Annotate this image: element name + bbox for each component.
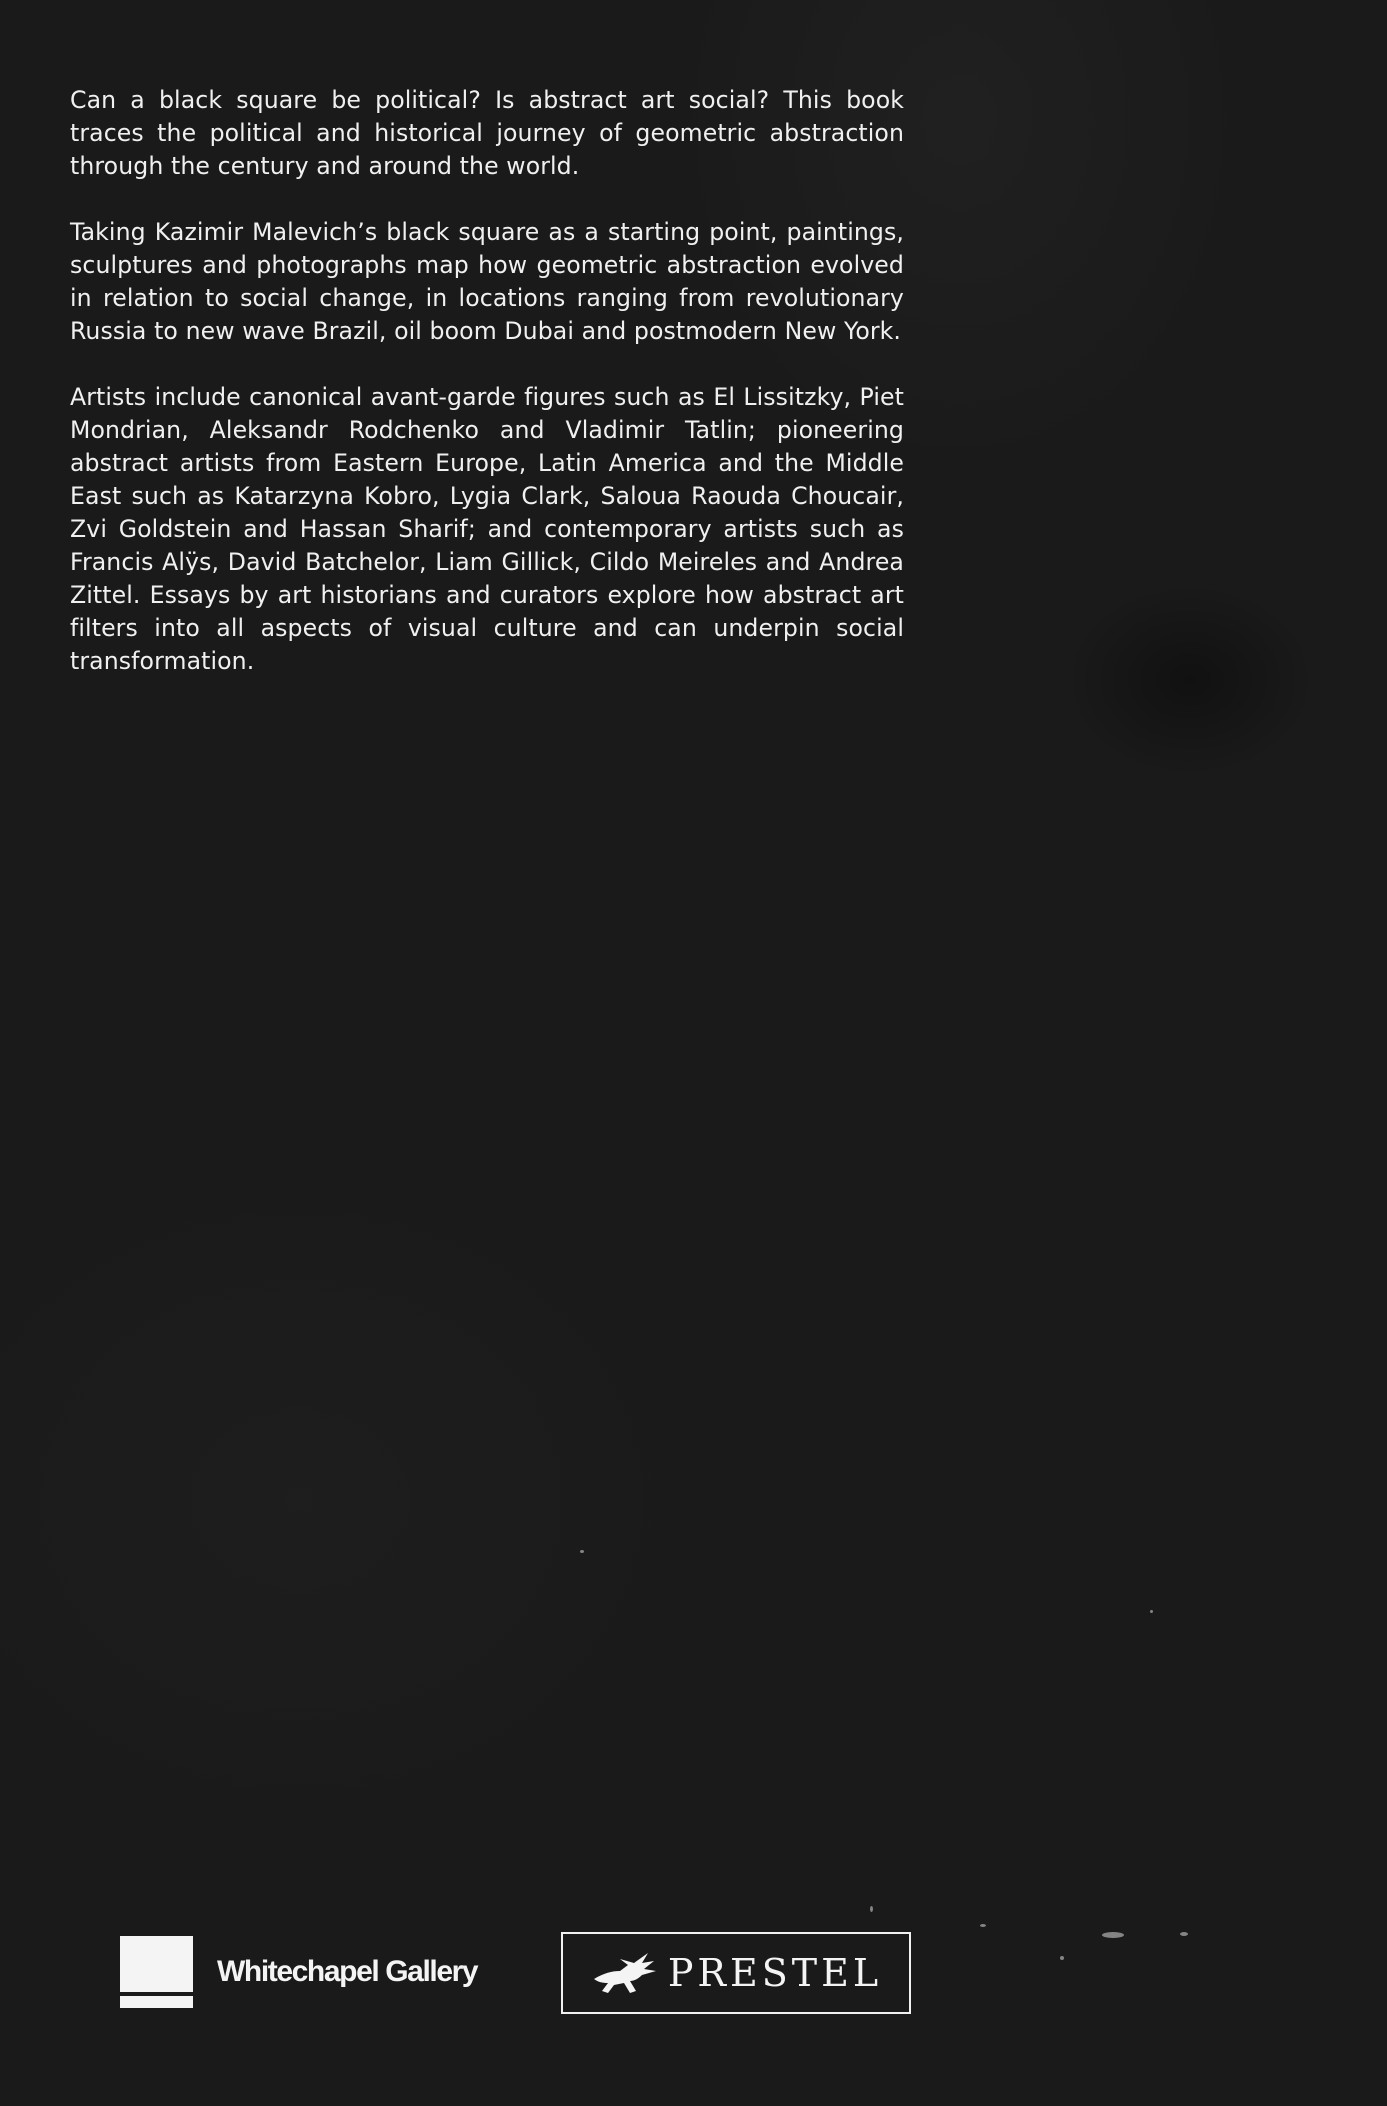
prestel-name: PRESTEL <box>667 1951 883 1995</box>
dust-speck <box>870 1906 873 1912</box>
dust-speck <box>580 1550 584 1553</box>
dust-speck <box>1102 1932 1124 1938</box>
dust-speck <box>1180 1932 1188 1936</box>
blurb-paragraph-1: Can a black square be political? Is abstract art social? This book traces the political and historical journey of geometric abstraction through the century and around the world. <box>70 86 904 180</box>
dust-speck <box>1060 1956 1064 1960</box>
dust-speck <box>980 1924 986 1927</box>
prestel-logo <box>561 1932 911 2014</box>
back-cover-blurb <box>70 84 904 711</box>
blurb-paragraph-3: Artists include canonical avant-garde figures such as El Lissitzky, Piet Mondrian, Aleksandr Rodchenko and Vladimir Tatlin; pioneering abstract artists from Eastern Europe, Latin America and the Middle East such as Katarzyna Kobro, Lygia Clark, Saloua Raouda Choucair, Zvi Goldstein and Hassan Sharif; and contemporary artists such as Francis Alÿs, David Batchelor, Liam Gillick, Cildo Meireles and Andrea Zittel. Essays by art historians and curators explore how abstract art filters into all aspects of visual culture and can underpin social transformation. <box>70 383 904 675</box>
whitechapel-gallery-name: Whitechapel Gallery <box>217 1955 478 1988</box>
blurb-paragraph-2: Taking Kazimir Malevich’s black square as a starting point, paintings, sculptures and photographs map how geometric abstraction evolved in relation to social change, in locations ranging from revolutionary Russia to new wave Brazil, oil boom Dubai and postmodern New York. <box>70 218 904 345</box>
whitechapel-gallery-logo <box>120 1936 477 2008</box>
whitechapel-square-icon <box>120 1936 193 2008</box>
pegasus-icon <box>590 1949 662 1997</box>
dust-speck <box>1150 1610 1153 1613</box>
